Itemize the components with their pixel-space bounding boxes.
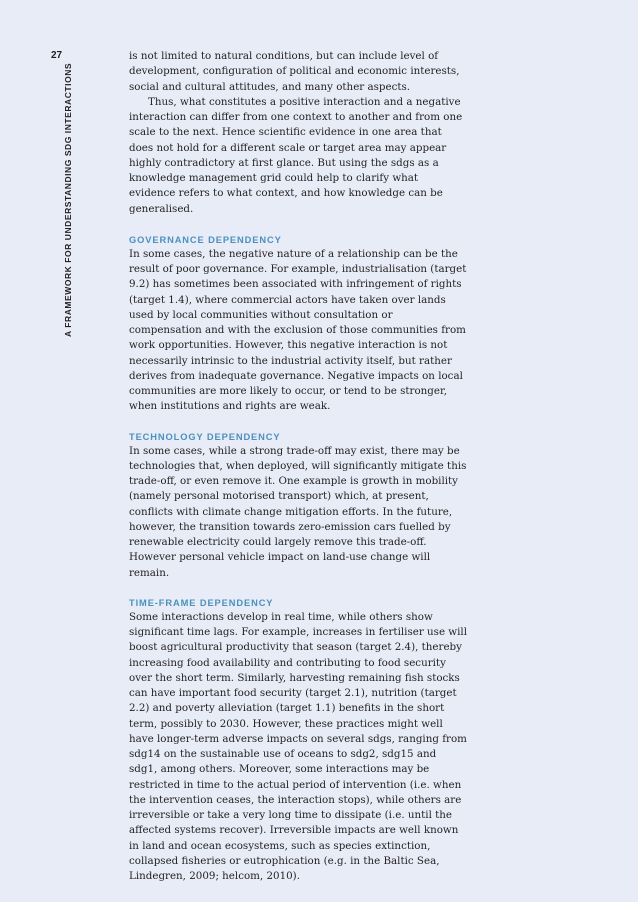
section-text-technology: In some cases, while a strong trade-off may exist, there may be technologies that, when deployed, will significantly mitigate this trade-off, or even remove it. One example is growth in mobility (namely personal motorised transport) which, at present, conflicts with climate change mitigation efforts. In the future, however, the transition towards zero-emission cars fuelled by renewable electricity could largely remove this trade-off. However personal vehicle impact on land-use change will remain. xyxy=(129,444,467,579)
page-number: 27 xyxy=(51,50,63,61)
intro-paragraph: is not limited to natural conditions, but can include level of development, configuration of political and economic interests, social and cultural attitudes, and many other aspects. xyxy=(129,50,460,93)
body-text xyxy=(129,49,467,884)
section-heading-time-frame: TIME-FRAME DEPENDENCY xyxy=(129,597,274,608)
section-text-time-frame: Some interactions develop in real time, while others show significant time lags. For example, increases in fertiliser use will boost agricultural productivity that season (target 2.4), thereby increasing food availability and contributing to food security over the short term. Similarly, harvesting remaining fish stocks can have important food security (target 2.1), nutrition (target 2.2) and poverty alleviation (target 1.1) benefits in the short term, possibly to 2030. However, these practices might well have longer-term adverse impacts on several sdgs, ranging from sdg14 on the sustainable use of oceans to sdg2, sdg15 and sdg1, among others. Moreover, some interactions may be restricted in time to the actual period of intervention (i.e. when the intervention ceases, the interaction stops), while others are irreversible or take a very long time to dissipate (i.e. until the affected systems recover). Irreversible impacts are well known in land and ocean ecosystems, such as species extinction, collapsed fisheries or eutrophication (e.g. in the Baltic Sea, Lindegren, 2009; helcom, 2010). xyxy=(129,610,468,882)
running-head: A FRAMEWORK FOR UNDERSTANDING SDG INTERACTIONS xyxy=(63,62,73,337)
section-heading-governance: GOVERNANCE DEPENDENCY xyxy=(129,234,282,245)
intro-paragraph-2: Thus, what constitutes a positive interaction and a negative interaction can differ from one context to another and from one scale to the next. Hence scientific evidence in one area that does not hold for a different scale or target area may appear highly contradictory at first glance. But using the sdgs as a knowledge management grid could help to clarify what evidence refers to what context, and how knowledge can be generalised. xyxy=(129,95,463,215)
section-text-governance: In some cases, the negative nature of a relationship can be the result of poor governance. For example, industrialisation (target 9.2) has sometimes been associated with infringement of rights (target 1.4), where commercial actors have taken over lands used by local communities without consultation or compensation and with the exclusion of those communities from work opportunities. However, this negative interaction is not necessarily intrinsic to the industrial activity itself, but rather derives from inadequate governance. Negative impacts on local communities are more likely to occur, or tend to be stronger, when institutions and rights are weak. xyxy=(129,247,467,413)
section-heading-technology: TECHNOLOGY DEPENDENCY xyxy=(129,431,281,442)
